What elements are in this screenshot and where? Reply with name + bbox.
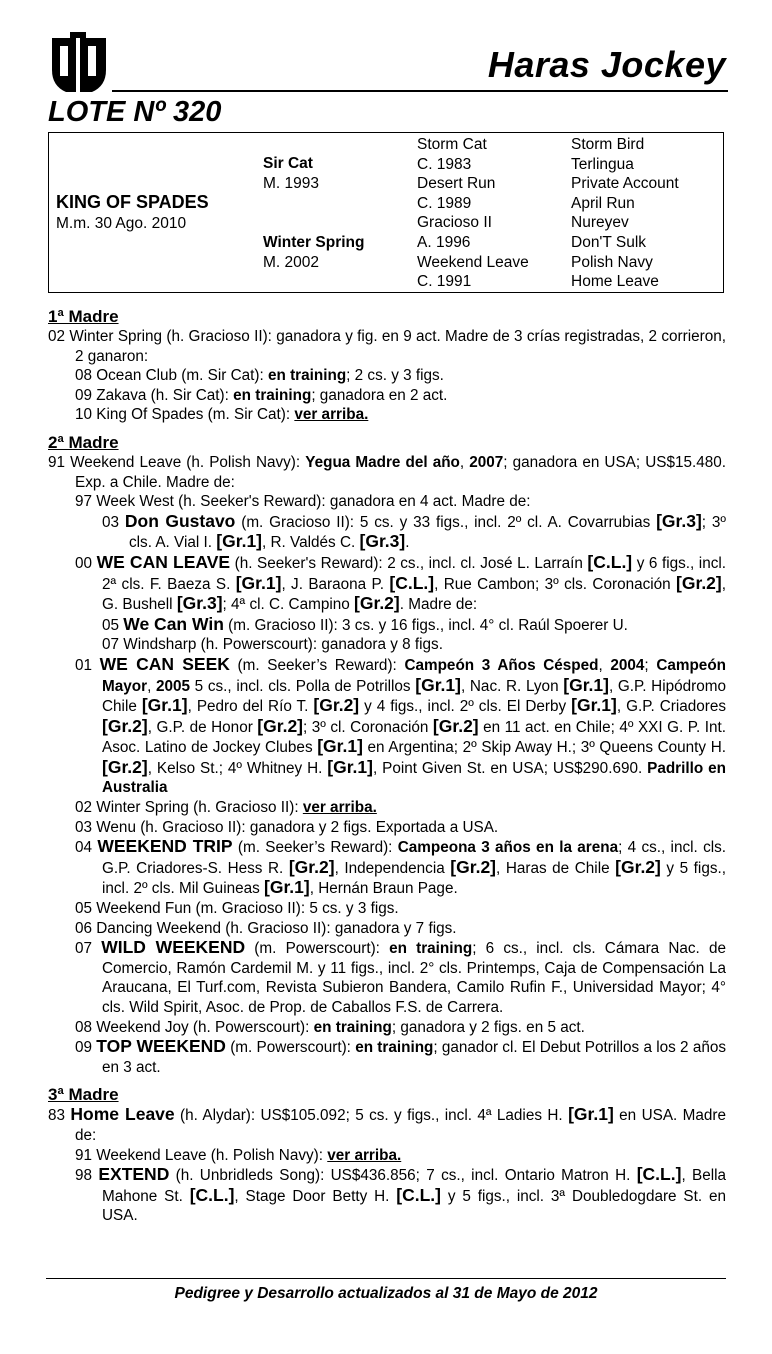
section-heading-second-dam: 2ª Madre — [48, 432, 119, 452]
dam-info: M. 2002 — [263, 254, 320, 271]
horse-name: KING OF SPADES — [56, 192, 209, 212]
paragraph: 09 TOP WEEKEND (m. Powerscourt): en training; ganador cl. El Debut Potrillos a los 2 años en 3 act. — [75, 1036, 726, 1076]
paragraph: 02 Winter Spring (h. Gracioso II): ver arriba. — [75, 799, 377, 817]
g2-name: Desert Run — [417, 175, 496, 192]
brand-title: Haras Jockey — [487, 44, 726, 85]
g3-name: Don'T Sulk — [571, 234, 647, 251]
paragraph: 08 Weekend Joy (h. Powerscourt): en training; ganadora y 2 figs. en 5 act. — [75, 1018, 585, 1036]
g3-name: Private Account — [571, 175, 679, 192]
dam-name: Winter Spring — [263, 234, 365, 251]
g3-name: Polish Navy — [571, 254, 653, 271]
horse-info: M.m. 30 Ago. 2010 — [56, 215, 187, 232]
g3-name: Storm Bird — [571, 136, 645, 153]
sire-name: Sir Cat — [263, 155, 313, 172]
g3-name: April Run — [571, 195, 635, 212]
sire-info: M. 1993 — [263, 175, 320, 192]
paragraph: 91 Weekend Leave (h. Polish Navy): Yegua Madre del año, 2007; ganadora en USA; US$15.480. Exp. a Chile. Madre de: — [48, 453, 726, 491]
paragraph: 98 EXTEND (h. Unbridleds Song): US$436.856; 7 cs., incl. Ontario Matron H. [C.L.], Bella Mahone St. [C.L.], Stage Door Betty H. [C.L.] y 5 figs., incl. 3ª Doubledogdare St. en USA. — [75, 1164, 727, 1225]
g2-info: C. 1991 — [417, 273, 472, 290]
paragraph: 05 Weekend Fun (m. Gracioso II): 5 cs. y 3 figs. — [75, 900, 399, 918]
footer-divider — [46, 1278, 726, 1279]
paragraph: 01 WE CAN SEEK (m. Seeker’s Reward): Campeón 3 Años Césped, 2004; Campeón Mayor, 2005 5 cs., incl. cls. Polla de Potrillos [Gr.1], Nac. R. Lyon [Gr.1], G.P. Hipódromo Chile [Gr.1], Pedro del Río T. [Gr.2] y 4 figs., incl. 2º cls. El Derby [Gr.1], G.P. Criadores [Gr.2], G.P. de Honor [Gr.2]; 3º cl. Coronación [Gr.2] en 11 act. en Chile; 4º XXI G. P. Int. Asoc. Latino de Jockey Clubes [Gr.1] en Argentina; 2º Skip Away H.; 3º Queens County H. [Gr.2], Kelso St.; 4º Whitney H. [Gr.1], Point Given St. en USA; US$290.690. Padrillo en Australia — [75, 653, 727, 797]
haras-jockey-logo-icon — [48, 30, 108, 94]
g2-name: Gracioso II — [417, 214, 492, 231]
paragraph: 06 Dancing Weekend (h. Gracioso II): ganadora y 7 figs. — [75, 919, 457, 937]
dam-line-text — [48, 302, 726, 1226]
paragraph: 10 King Of Spades (m. Sir Cat): ver arriba. — [75, 406, 369, 424]
g2-info: C. 1989 — [417, 195, 472, 212]
paragraph: 07 Windsharp (h. Powerscourt): ganadora y 8 figs. — [102, 636, 443, 654]
footer-note: Pedigree y Desarrollo actualizados al 31 de Mayo de 2012 — [174, 1285, 598, 1302]
header-divider — [112, 90, 728, 92]
paragraph: 00 WE CAN LEAVE (h. Seeker's Reward): 2 cs., incl. cl. José L. Larraín [C.L.] y 6 figs., incl. 2ª cls. F. Baeza S. [Gr.1], J. Baraona P. [C.L.], Rue Cambon; 3º cls. Coronación [Gr.2], G. Bushell [Gr.3]; 4ª cl. C. Campino [Gr.2]. Madre de: — [75, 551, 727, 614]
pedigree-table — [48, 132, 724, 293]
paragraph: 08 Ocean Club (m. Sir Cat): en training; 2 cs. y 3 figs. — [75, 367, 444, 385]
g2-info: C. 1983 — [417, 156, 472, 173]
g3-name: Nureyev — [571, 214, 629, 231]
g2-info: A. 1996 — [417, 234, 471, 251]
paragraph: 83 Home Leave (h. Alydar): US$105.092; 5 cs. y figs., incl. 4ª Ladies H. [Gr.1] en USA. Madre de: — [48, 1104, 727, 1144]
section-heading-first-dam: 1ª Madre — [48, 307, 119, 326]
paragraph: 03 Wenu (h. Gracioso II): ganadora y 2 figs. Exportada a USA. — [75, 818, 499, 836]
paragraph: 91 Weekend Leave (h. Polish Navy): ver arriba. — [75, 1146, 402, 1164]
lot-title: LOTE Nº 320 — [48, 96, 222, 128]
g2-name: Weekend Leave — [417, 254, 529, 271]
paragraph: 07 WILD WEEKEND (m. Powerscourt): en training; 6 cs., incl. cls. Cámara Nac. de Comercio, Ramón Cardemil M. y 11 figs., incl. 2° cls. Printemps, Caja de Compensación La Araucana, El Turf.com, Revista Subieron Bandera, Camilo Rufin F., Universidad Mayor; 4° cls. Wild Spirit, Asoc. de Prop. de Caballos F.S. de Carrera. — [75, 937, 726, 1016]
paragraph: 03 Don Gustavo (m. Gracioso II): 5 cs. y 33 figs., incl. 2º cl. A. Covarrubias [Gr.3]; 3º cls. A. Vial I. [Gr.1], R. Valdés C. [Gr.3]. — [102, 510, 726, 552]
paragraph: 02 Winter Spring (h. Gracioso II): ganadora y fig. en 9 act. Madre de 3 crías registradas, 2 corrieron, 2 ganaron: — [48, 328, 726, 365]
paragraph: 05 We Can Win (m. Gracioso II): 3 cs. y 16 figs., incl. 4° cl. Raúl Spoerer U. — [102, 613, 628, 634]
paragraph: 04 WEEKEND TRIP (m. Seeker’s Reward): Campeona 3 años en la arena; 4 cs., incl. cls. G.P. Criadores-S. Hess R. [Gr.2], Independencia [Gr.2], Haras de Chile [Gr.2] y 5 figs., incl. 2º cls. Mil Guineas [Gr.1], Hernán Braun Page. — [75, 836, 727, 898]
g2-name: Storm Cat — [417, 136, 487, 153]
paragraph: 97 Week West (h. Seeker's Reward): ganadora en 4 act. Madre de: — [75, 493, 531, 511]
paragraph: 09 Zakava (h. Sir Cat): en training; ganadora en 2 act. — [75, 386, 448, 404]
g3-name: Home Leave — [571, 273, 659, 290]
section-heading-third-dam: 3ª Madre — [48, 1085, 119, 1105]
g3-name: Terlingua — [571, 156, 634, 173]
